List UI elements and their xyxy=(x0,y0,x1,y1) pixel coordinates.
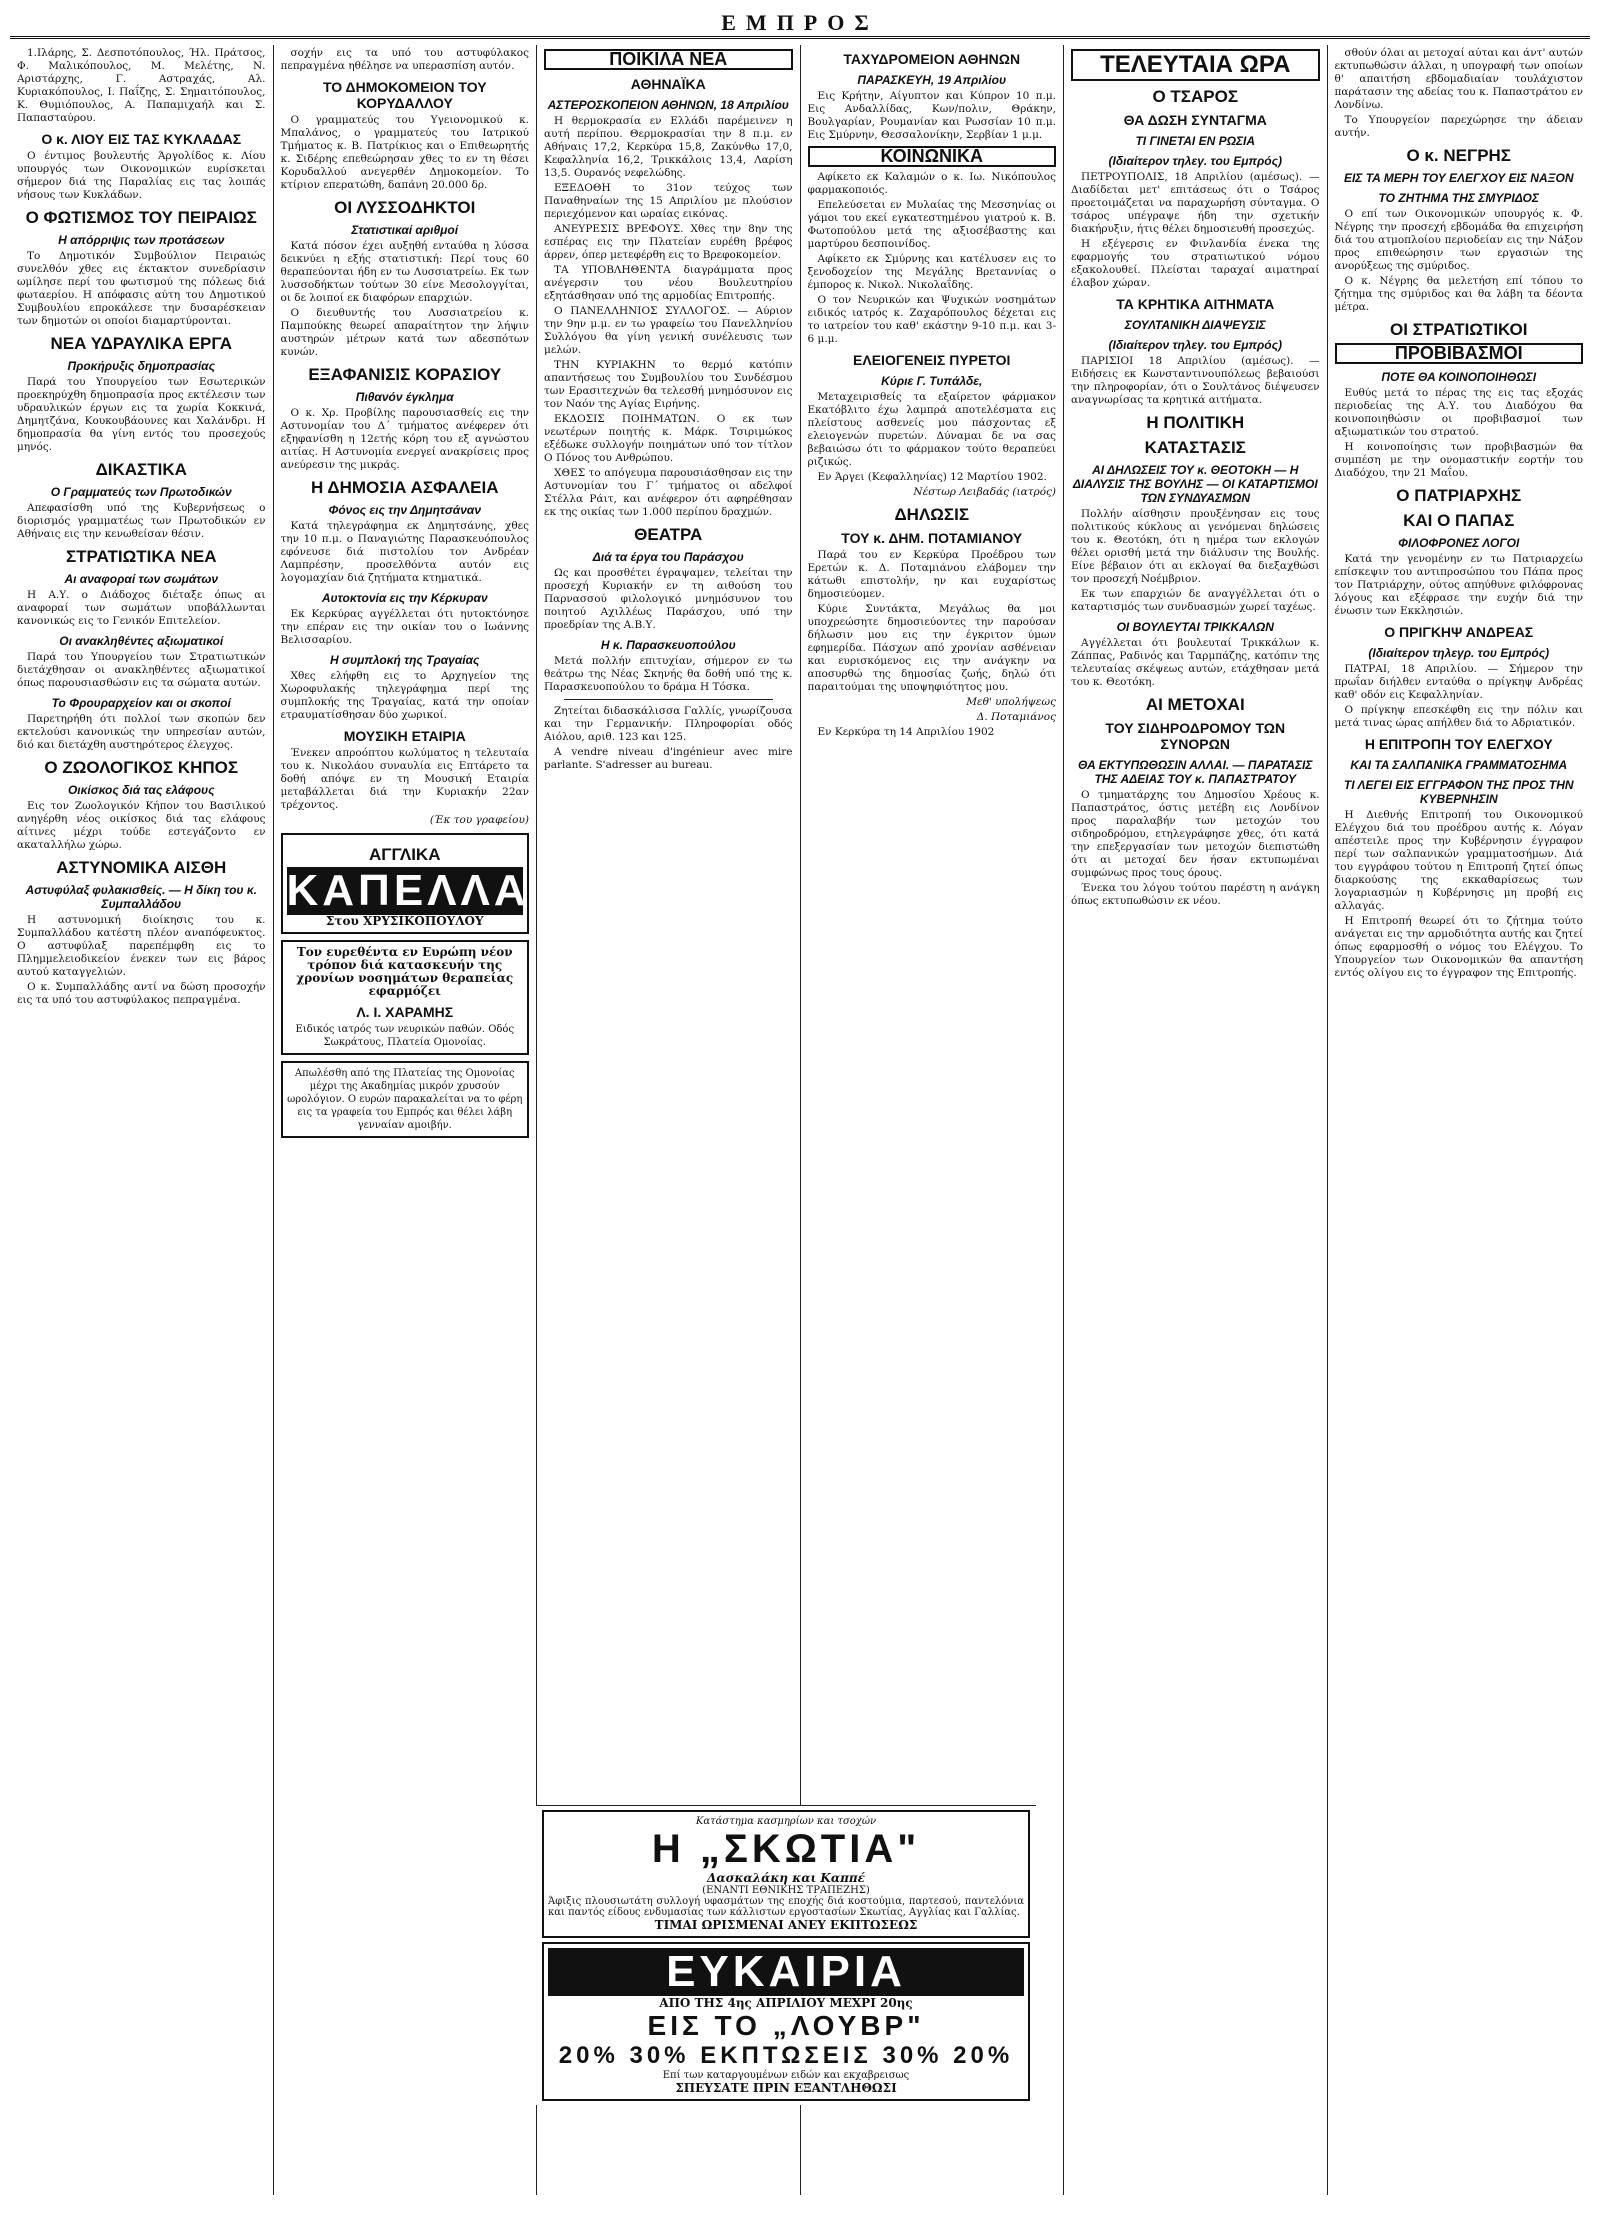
article-text: ΕΚΔΟΣΙΣ ΠΟΙΗΜΑΤΩΝ. Ο εκ των νεωτέρων ποιητής κ. Μάρκ. Τσιριμώκος εξέδωκε συλλογήν ποιημάτων υπό τον τίτλον Ο Πόνος του Ανθρώπου. xyxy=(544,413,793,464)
ad-note: Επί των καταργουμένων ειδών και εκχαβρεισως xyxy=(662,2070,910,2081)
article-text: Αγγέλλεται ότι βουλευταί Τρικκάλων κ. Ζάππας, Ραδινός και Ταρμπάζης, κατόπιν της τελευταίας σκέψεως αυτών, ετάχθησαν μετά του κ. Θεοτόκη. xyxy=(1071,637,1320,688)
headline: ΚΑΙ Ο ΠΑΠΑΣ xyxy=(1403,511,1515,530)
headline: ΑΣΤΥΝΟΜΙΚΑ ΑΙΣΘΗ xyxy=(56,858,227,877)
headline: ΕΞΑΦΑΝΙΣΙΣ ΚΟΡΑΣΙΟΥ xyxy=(308,365,502,384)
headline: Η ΠΟΛΙΤΙΚΗ xyxy=(1146,413,1245,432)
signature: Δ. Ποταμιάνος xyxy=(976,711,1056,723)
article-text: Ευθύς μετά το πέρας της εις τας εξοχάς περιοδείας της Α.Υ. του Διαδόχου θα κοινοποιηθώσιν οι προβιβασμοί των αξιωματικών του στρατού. xyxy=(1334,387,1583,438)
ad-text: Απωλέσθη από της Πλατείας της Ομονοίας μέχρι της Ακαδημίας μικρόν χρυσούν ωρολόγιον. Ο ευρών παρακαλείται να το φέρη εις τα γραφεία του Εμπρός και θέλει λάβη γενναίαν αμοιβήν. xyxy=(287,1068,523,1131)
article-text: Ένεκα του λόγου τούτου παρέστη η ανάγκη όπως εκτυπωθώσιν εκ νέου. xyxy=(1071,882,1320,907)
headline: ΤΑ ΚΡΗΤΙΚΑ ΑΙΤΗΜΑΤΑ xyxy=(1116,296,1275,312)
article-text: Κατά την γενομένην εν τω Πατριαρχείω επίσκεψιν του αντιπροσώπου του Πάπα προς τον Πατριάρχην, ούτος απηύθυνε φιλόφρονας λόγους και εξέφρασε την ευχήν διά την ένωσιν των Εκκλησιών. xyxy=(1334,553,1583,617)
subheadline: Προκήρυξις δημοπρασίας xyxy=(67,359,216,373)
article-text: Αφίκετο εκ Σμύρνης και κατέλυσεν εις το ξενοδοχείον της Μεγάλης Βρεταννίας ο έμπορος κ. Νικολ. Νικολαΐδης. xyxy=(807,253,1056,291)
subheadline: Φόνος εις την Δημητσάναν xyxy=(328,503,482,517)
article-text: ΠΕΤΡΟΥΠΟΛΙΣ, 18 Απριλίου (αμέσως). — Διαδίδεται μετ' επιτάσεως ότι ο Τσάρος προετοιμάζεται να παραχωρήση σύνταγμα. Ο τσάρος υπέγραψε ήδη την σχετικήν διακήρυξιν, ήτις θέλει δημοσιευθή προσεχώς. xyxy=(1071,171,1320,235)
headline: ΘΕΑΤΡΑ xyxy=(634,525,703,544)
section-title: ΠΟΙΚΙΛΑ ΝΕΑ xyxy=(544,49,793,70)
subheadline: ΘΑ ΕΚΤΥΠΩΘΩΣΙΝ ΑΛΛΑΙ. — ΠΑΡΑΤΑΣΙΣ ΤΗΣ ΑΔΕΙΑΣ ΤΟΥ κ. ΠΑΠΑΣΤΡΑΤΟΥ xyxy=(1078,758,1313,786)
article-text: Το Δημοτικόν Συμβούλιον Πειραιώς συνελθόν χθες εις έκτακτον συνεδρίασιν ωμίλησε περί του φωτισμού της πόλεως διά φωταερίου. Η απόφασις αύτη του Δημοτικού Συμβουλίου επροκάλεσε την δυσαρέσκειαν των δημοτών οι οποίοι διαμαρτύρονται. xyxy=(17,250,266,327)
subheadline: ΤΟ ΖΗΤΗΜΑ ΤΗΣ ΣΜΥΡΙΔΟΣ xyxy=(1378,191,1539,205)
subheadline: Ο Γραμματεύς των Πρωτοδικών xyxy=(50,485,232,499)
article-text: σθούν όλαι αι μετοχαί αύται και άντ' αυτών εκτυπωθώσιν άλλαι, η υπογραφή των οποίων θ' απαιτήση εβδομαδιαίαν τουλάχιστον παράτασιν της αδείας του κ. Παπαστράτου εν Λονδίνω. xyxy=(1334,47,1583,111)
ad-location: (ΕΝΑΝΤΙ ΕΘΝΙΚΗΣ ΤΡΑΠΕΖΗΣ) xyxy=(702,1885,870,1896)
article-source: (Έκ του γραφείου) xyxy=(429,814,529,826)
headline: ΘΑ ΔΩΣΗ ΣΥΝΤΑΓΜΑ xyxy=(1123,112,1267,128)
column-6 xyxy=(1328,45,1591,2195)
ad-desc: Ειδικός ιατρός των νευρικών παθών. Οδός Σωκράτους, Πλατεία Ομονοίας. xyxy=(295,1024,515,1048)
article-text: Εις Κρήτην, Αίγυπτον και Κύπρον 10 π.μ. Εις Ανδαλλίδας, Κων/πολιν, Θράκην, Βουλγαρίαν, Ρουμανίαν και Ρωσσίαν 10 π.μ. Εις Σμύρνην, Θεσσαλονίκην, Σερβίαν 1 μ.μ. xyxy=(807,90,1056,141)
headline: ΜΟΥΣΙΚΗ ΕΤΑΙΡΙΑ xyxy=(343,728,466,744)
headline: ΤΑΧΥΔΡΟΜΕΙΟΝ ΑΘΗΝΩΝ xyxy=(843,51,1021,67)
article-text: ΤΗΝ ΚΥΡΙΑΚΗΝ το θερμό κατόπιν απαντήσεως του Συμβουλίου του Συνδέσμου των Ερασιτεχνών θα τελεσθή μνημόσυνον εις τον Ναόν της Αγίας Ειρήνης. xyxy=(544,359,793,410)
article-text: ΧΘΕΣ το απόγευμα παρουσιάσθησαν εις την Αστυνομίαν του Γ΄ τμήματος οι αδελφοί Στέλλα Ράιτ, και ανέφερον ότι αφηρέθησαν εκ της οικίας των 1.000 περίπου δραχμών. xyxy=(544,467,793,518)
subheadline: Διά τα έργα του Παράσχου xyxy=(592,550,744,564)
article-text: Ένεκεν απροόπτου κωλύματος η τελευταία του κ. Νικολάου συναυλία εις Επτάρετο τα δοθή απόψε εν τη Μουσική Εταιρία μεταβάλλεται διά την Κυριακήν 22αν τρέχοντος. xyxy=(280,747,529,811)
wide-ads xyxy=(536,1805,1036,2105)
subheadline: Η κ. Παρασκευοπούλου xyxy=(600,638,736,652)
ad-hurry: ΣΠΕΥΣΑΤΕ ΠΡΙΝ ΕΞΑΝΤΛΗΘΩΣΙ xyxy=(675,2081,897,2095)
subheadline: ΤΙ ΓΙΝΕΤΑΙ ΕΝ ΡΩΣΙΑ xyxy=(1135,134,1256,148)
headline: Ο κ. ΛΙΟΥ ΕΙΣ ΤΑΣ ΚΥΚΛΑΔΑΣ xyxy=(41,131,242,147)
article-text: Παρά του εν Κερκύρα Προέδρου των Ερετών κ. Δ. Ποταμιάνου ελάβομεν την κάτωθι επιστολήν, ην και ευχαρίστως δημοσιεύομεν. xyxy=(807,549,1056,600)
article-text: Ως και προσθέτει έγραψαμεν, τελείται την προσεχή Κυριακήν εν τη αιθούση του Παρνασσού φιλολογικό μνημόσυνον του ποιητού Αχιλλέως Παράσχου, υπό την προεδρίαν της Α.Β.Υ. xyxy=(544,567,793,631)
headline: ΤΟΥ ΣΙΔΗΡΟΔΡΟΜΟΥ ΤΩΝ ΣΥΝΟΡΩΝ xyxy=(1105,720,1286,752)
article-text: ΠΑΡΙΣΙΟΙ 18 Απριλίου (αμέσως). — Ειδήσεις εκ Κωνσταντινουπόλεως βεβαιούσι την πληροφορίαν, ότι ο Σουλτάνος διέψευσεν αναγνωρίσας τα κρητικά αιτήματα. xyxy=(1071,355,1320,406)
ad-prices: ΤΙΜΑΙ ΩΡΙΣΜΕΝΑΙ ΑΝΕΥ ΕΚΠΤΩΣΕΩΣ xyxy=(654,1918,918,1932)
article-text: Το Υπουργείον παρεχώρησε την άδειαν αυτήν. xyxy=(1334,114,1583,139)
louvre-ad xyxy=(542,1942,1030,2101)
headline: Η ΕΠΙΤΡΟΠΗ ΤΟΥ ΕΛΕΓΧΟΥ xyxy=(1364,736,1553,752)
article-text: ΠΑΤΡΑΙ, 18 Απριλίου. — Σήμερον την πρωΐαν διήλθεν ενταύθα ο πρίγκηψ Ανδρέας καθ' οδόν εις Κεφαλληνίαν. xyxy=(1334,663,1583,701)
ad-main-title: ΚΑΠΕΛΛΑ xyxy=(286,866,530,915)
headline: ΔΗΛΩΣΙΣ xyxy=(894,505,970,524)
article-text: Εν Κερκύρα τη 14 Απριλίου 1902 xyxy=(817,726,995,738)
article-text: Ο κ. Νέγρης θα μελετήση επί τόπου το ζήτημα της σμύριδος και θα λάβη τα δέοντα μέτρα. xyxy=(1334,275,1583,313)
article-text: Ο τμηματάρχης του Δημοσίου Χρέους κ. Παπαστράτος, όστις μετέβη εις Λονδίνον προς παραλαβήν των μετοχών του σιδηροδρόμου, ετηλεγράφησε χθες, ότι κατά την επεξεργασίαν των μετοχών διεπιστώθη ότι αι μετοχαί δεν ήσαν εκτυπωμέναι συμφώνως προς τους όρους. xyxy=(1071,789,1320,879)
article-text: Κύριε Συντάκτα, Μεγάλως θα μοι υποχρεώσητε δημοσιεύοντες την παρούσαν δήλωσιν μου εις την έγκριτον ύμων εφημερίδα. Πάσχων από χρονίαν ασθένειαν και ευρισκόμενος εις την ανάγκην να αποσυρθώ της δημοσίας ζωής, δηλώ ότι παραιτούμαι της υποψηφιότητος μου. xyxy=(807,603,1056,693)
subheadline: (Ιδιαίτερον τηλεγρ. του Εμπρός) xyxy=(1368,646,1550,660)
article-text: Επελεύσεται εν Μυλαίας της Μεσσηνίας οι γάμοι του εκεί εγκατεστημένου γιατρού κ. Β. Φωτοπούλου μετά της αξιοσέβαστης και μαρτύρου δεσποινίδος. xyxy=(807,199,1056,250)
section-title: ΤΕΛΕΥΤΑΙΑ ΩΡΑ xyxy=(1071,49,1320,81)
article-text: Ο γραμματεύς του Υγειονομικού κ. Μπαλάνος, ο γραμματεύς του Ιατρικού Τμήματος κ. Β. Πατρίκιος και ο Επιθεωρητής κ. Σιδέρης επεθεώρησαν χθες το εν τη θέσει Κορυδαλλού ανεγερθέν Δημοκομείον. Το κτίριον επερατώθη, δαπάνη 20.000 δρ. xyxy=(280,114,529,191)
article-text: Ο έντιμος βουλευτής Άργολίδος κ. Λίου υπουργός των Οικονομικών ευρίσκεται σήμερον διά της Παραλίας εις τας λοιπάς νήσους των Κυκλάδων. xyxy=(17,150,266,201)
subheadline: ΑΣΤΕΡΟΣΚΟΠΕΙΟΝ ΑΘΗΝΩΝ, 18 Απριλίου xyxy=(547,98,789,112)
article-text: Ο διευθυντής του Λυσσιατρείου κ. Παμπούκης θεωρεί απαραίτητον την λήψιν αυστηρών μέτρων κατά των αδεσπότων κυνών. xyxy=(280,307,529,358)
subheadline: ΠΟΤΕ ΘΑ ΚΟΙΝΟΠΟΙΗΘΩΣΙ xyxy=(1381,370,1537,384)
ad-owners: Δασκαλάκη και Καππέ xyxy=(707,1871,865,1885)
article-text: Η Α.Υ. ο Διάδοχος διέταξε όπως αι αναφοραί των σωμάτων υποβάλλωνται κανονικώς εις το Γενικόν Επιτελείον. xyxy=(17,589,266,627)
headline: ΑΙ ΜΕΤΟΧΑΙ xyxy=(1145,695,1245,714)
article-text: σοχήν εις τα υπό του αστυφύλακος πεπραγμένα ηθέλησε να υπερασπίση αυτόν. xyxy=(280,47,529,72)
ad-store: ΕΙΣ ΤΟ „ΛΟΥΒΡ" xyxy=(647,2010,925,2041)
ad-dates: ΑΠΟ ΤΗΣ 4ης ΑΠΡΙΛΙΟΥ ΜΕΧΡΙ 20ης xyxy=(659,1996,913,2010)
article-text: Η Επιτροπή θεωρεί ότι το ζήτημα τούτο ανάγεται εις την αρμοδιότητα αυτής και ζητεί όπως εφαρμοσθή ο νόμος του Ελέγχου. Το Υπουργείον των Οικονομικών θα απαντήση εντός ολίγου εις το έγγραφον της Επιτροπής. xyxy=(1334,915,1583,979)
subheadline: (Ιδιαίτερον τηλεγ. του Εμπρός) xyxy=(1108,154,1282,168)
subheadline: Η συμπλοκή της Τραγαίας xyxy=(330,653,480,667)
article-text: 1.Ιλάρης, Σ. Δεσποτόπουλος, Ήλ. Πράτσος, Φ. Μαλικόπουλος, Μ. Μελέτης, Ν. Αριστάρχης, Γ. Αστραχάς, Αλ. Κυριακόπουλος, Ι. Παΐζης, Σ. Σημαιτόπουλος, Κ. Θυμιόπουλος, Α. Παπαμιχαήλ και Σ. Παπασταύρου. xyxy=(17,47,266,124)
ad-discount: 20% 30% ΕΚΠΤΩΣΕΙΣ 30% 20% xyxy=(558,2042,1014,2069)
doctor-ad xyxy=(281,940,530,1055)
subheadline: Πιθανόν έγκλημα xyxy=(355,390,454,404)
headline: ΝΕΑ ΥΔΡΑΥΛΙΚΑ ΕΡΓΑ xyxy=(50,334,233,353)
subheadline: Στατιστικαί αριθμοί xyxy=(351,223,459,237)
article-text: ΑΝΕΥΡΕΣΙΣ ΒΡΕΦΟΥΣ. Χθες την 8ην της εσπέρας εις την Πλατείαν ευρέθη βρέφος άρρεν, όπερ μετεφέρθη εις το Βρεφοκομείον. xyxy=(544,223,793,261)
article-text: Η κοινοποίησις των προβιβασμών θα συμπέση με την ονομαστικήν εορτήν του Διαδόχου, την 21 Μαΐου. xyxy=(1334,441,1583,479)
subheadline: Αυτοκτονία εις την Κέρκυραν xyxy=(321,591,488,605)
section-title: ΚΟΙΝΩΝΙΚΑ xyxy=(808,146,1057,167)
article-text: Χθες ελήφθη εις το Αρχηγείον της Χωροφυλακής τηλεγράφημα περί της συμπλοκής της Τραγαίας, κατά την οποίαν ετραυματίσθησαν δύο χωρικοί. xyxy=(280,670,529,721)
headline: Ο κ. ΝΕΓΡΗΣ xyxy=(1406,146,1512,165)
article-text: Μετά πολλήν επιτυχίαν, σήμερον εν τω θεάτρω της Νέας Σκηνής θα δοθή υπό της κ. Παρασκευοπούλου το δράμα Η Τόσκα. xyxy=(544,655,793,693)
article-text: Πολλήν αίσθησιν προυξένησαν εις τους πολιτικούς κύκλους αι γενόμεναι δηλώσεις του κ. Θεοτόκη, ότι η ημέρα των εκλογών θέλει ορισθή μετά την διάλυσιν της Βουλής. Είνε βέβαιον ότι αι εκλογαί θα διεξαχθώσι τον προσεχή Νοέμβριον. xyxy=(1071,508,1320,585)
headline: Η ΔΗΜΟΣΙΑ ΑΣΦΑΛΕΙΑ xyxy=(311,478,499,497)
signature: Νέστωρ Λειβαδάς (ιατρός) xyxy=(913,486,1056,498)
article-text: Μεταχειρισθείς τα εξαίρετον φάρμακον Εκατόβλιτο έχω λαμπρά αποτελέσματα εις πλείστους ασθενείς μου πάσχοντας εξ ελειογενών πυρετών. Δύναμαι δε να σας βεβαιώσω ότι το φάρμακον τούτο θεραπεύει ριζικώς. xyxy=(807,391,1056,468)
headline: ΚΑΤΑΣΤΑΣΙΣ xyxy=(1144,438,1246,457)
subheadline: Οικίσκος διά τας ελάφους xyxy=(67,783,215,797)
subheadline: ΕΙΣ ΤΑ ΜΕΡΗ ΤΟΥ ΕΛΕΓΧΟΥ ΕΙΣ ΝΑΞΟΝ xyxy=(1343,171,1574,185)
article-text: Ο ΠΑΝΕΛΛΗΝΙΟΣ ΣΥΛΛΟΓΟΣ. — Αύριον την 9ην μ.μ. εν τω γραφείω του Πανελληνίου Συλλόγου θα γίνη γενική συνέλευσις των μελών. xyxy=(544,305,793,356)
headline: Ο ΠΡΙΓΚΗΨ ΑΝΔΡΕΑΣ xyxy=(1384,624,1534,640)
article-text: Παρά του Υπουργείου των Εσωτερικών προεκηρύχθη δημοπρασία προς εκτέλεσιν των υδραυλικών έργων εις τα χωρία Κοκκινά, Δημητζάνα, Κουκουβάουνες και Χαλάνδρι. Η δημοπρασία θα γίνη εντός του προσεχούς μηνός. xyxy=(17,376,266,453)
article-text: Εν Άργει (Κεφαλληνίας) 12 Μαρτίου 1902. xyxy=(817,471,1047,483)
skotia-ad xyxy=(542,1810,1030,1938)
subheadline: ΑΘΗΝΑΪΚΑ xyxy=(630,76,706,92)
ad-name: Λ. Ι. ΧΑΡΑΜΗΣ xyxy=(356,1004,454,1020)
headline: ΟΙ ΛΥΣΣΟΔΗΚΤΟΙ xyxy=(334,198,476,217)
subheadline: ΟΙ ΒΟΥΛΕΥΤΑΙ ΤΡΙΚΚΑΛΩΝ xyxy=(1116,620,1274,634)
headline: Ο ΦΩΤΙΣΜΟΣ ΤΟΥ ΠΕΙΡΑΙΩΣ xyxy=(25,208,257,227)
subheadline: ΚΑΙ ΤΑ ΣΑΛΠΑΝΙΚΑ ΓΡΑΜΜΑΤΟΣΗΜΑ xyxy=(1350,758,1568,772)
divider xyxy=(564,699,773,700)
article-text: ΕΞΕΔΟΘΗ το 31ον τεύχος των Παναθηναίων της 15 Απριλίου με πλούσιον περιεχόμενον και ωραίας εικόνας. xyxy=(544,182,793,220)
article-text: Ο κ. Χρ. Προβίλης παρουσιασθείς εις την Αστυνομίαν του Δ΄ τμήματος ανέφερεν ότι εξηφανίσθη η 12ετής κόρη του εξ αγνώστου αιτίας. Η Αστυνομία ενεργεί ανακρίσεις προς ανεύρεσιν της μικράς. xyxy=(280,407,529,471)
ad-body: Άφιξις πλουσιωτάτη συλλογή υφασμάτων της εποχής διά κοστούμια, παρτεσού, παντελόνια και παντός είδους ενδυμασίας των κάλλιστων εργοστασίων Σκωτίας, Αγγλίας και Γαλλίας. xyxy=(548,1896,1024,1918)
article-text: Ο επί των Οικονομικών υπουργός κ. Φ. Νέγρης την προσεχή εβδομάδα θα επιχειρήση διά του ατμοπλοίου περιοδείαν εις την Νάξον προς επιθεώρησιν των εργασιών της ανορύξεως της σμύριδος. xyxy=(1334,208,1583,272)
headline: Ο ΖΩΟΛΟΓΙΚΟΣ ΚΗΠΟΣ xyxy=(44,758,239,777)
article-text: Κατά πόσον έχει αυξηθή ενταύθα η λύσσα δεικνύει η εξής στατιστική: Περί τους 60 θεραπεύονται ήδη εν τω Λυσσιατρείω. Εκ των λυσσοδήκτων τούτων 30 είνε Μεσολογγίται, οι δε λοιποί εκ διαφόρων επαρχιών. xyxy=(280,240,529,304)
article-text: Κατά τηλεγράφημα εκ Δημητσάνης, χθες την 10 π.μ. ο Παναγιώτης Παρασκευόπουλος εφόνευσε διά πιστολίου τον Ανδρέαν Λαμπρέσην, προσελθόντα αυτόν εις λογομαχίαν διά ζητήματα κτηματικά. xyxy=(280,520,529,584)
article-text: Η εξέγερσις εν Φινλανδία ένεκα της εφαρμογής του στρατιωτικού νόμου εξακολουθεί. Πλείσται ταραχαί αιματηραί έλαβον χώραν. xyxy=(1071,238,1320,289)
subheadline: ΣΟΥΛΤΑΝΙΚΗ ΔΙΑΨΕΥΣΙΣ xyxy=(1124,318,1266,332)
subheadline: Κύριε Γ. Τυπάλδε, xyxy=(881,374,983,388)
headline: ΔΙΚΑΣΤΙΚΑ xyxy=(95,460,187,479)
column-2 xyxy=(274,45,538,2195)
article-text: ΤΑ ΥΠΟΒΛΗΘΕΝΤΑ διαγράμματα προς ανέγερσιν του νέου Βουλευτηρίου εξητάσθησαν υπό της αρμοδίας Επιτροπής. xyxy=(544,264,793,302)
subheadline: ΤΟΥ κ. ΔΗΜ. ΠΟΤΑΜΙΑΝΟΥ xyxy=(841,530,1023,546)
lost-item-ad xyxy=(281,1061,530,1138)
classified-ad: A vendre niveau d'ingénieur avec mire parlante. S'adresser au bureau. xyxy=(544,746,793,771)
ad-top-line: ΑΓΓΛΙΚΑ xyxy=(369,845,441,864)
ad-title: ΕΥΚΑΙΡΙΑ xyxy=(548,1948,1024,1996)
masthead: ΕΜΠΡΟΣ xyxy=(10,10,1590,39)
column-5 xyxy=(1064,45,1328,2195)
classified-ad: Ζητείται διδασκάλισσα Γαλλίς, γνωρίζουσα και την Γερμανικήν. Πληροφορίαι οδός Αιόλου, αριθ. 123 και 125. xyxy=(544,705,793,743)
article-text: Η θερμοκρασία εν Ελλάδι παρέμεινεν η αυτή περίπου. Θερμοκρασίαι την 8 π.μ. εν Αθήναις 17,2, Κερκύρα 15,8, Ζακύνθω 17,0, Κεφαλληνία 16,2, Τρικκάλοις 13,4, Λαρίση 13,5. Ουρανός νεφελώδης. xyxy=(544,115,793,179)
ad-title: Η „ΣΚΩΤΙΑ" xyxy=(651,1827,921,1871)
headline: ΣΤΡΑΤΙΩΤΙΚΑ ΝΕΑ xyxy=(65,547,217,566)
article-text: Η Διεθνής Επιτροπή του Οικονομικού Ελέγχου διά του προέδρου αυτής κ. Λόγαν απέστειλε προς την Κυβέρνησιν έγγραφον περί των σαλπανικών γραμματοσήμων. Διά του εγγράφου τούτου η Επιτροπή ζητεί όπως διαρκούσης της εκκαθαρίσεως των λογαριασμών η Κυβέρνησις μη προβή εις αλλαγάς. xyxy=(1334,809,1583,912)
headline: ΤΟ ΔΗΜΟΚΟΜΕΙΟΝ ΤΟΥ ΚΟΡΥΔΑΛΛΟΥ xyxy=(322,79,487,111)
subheadline: (Ιδιαίτερον τηλεγ. του Εμπρός) xyxy=(1108,338,1282,352)
article-text: Αφίκετο εκ Καλαμών ο κ. Ιω. Νικόπουλος φαρμακοποιός. xyxy=(807,171,1056,196)
article-text: Ο πρίγκηψ επεσκέφθη εις την πόλιν και μετά τινας ώρας απήλθεν διά το Αδριατικόν. xyxy=(1334,704,1583,729)
subheadline: Το Φρουραρχείον και οι σκοποί xyxy=(51,696,231,710)
article-text: Παρά του Υπουργείου των Στρατιωτικών διετάχθησαν οι ανακληθέντες αξιωματικοί όπως παρουσιασθώσιν εις τα σώματα αυτών. xyxy=(17,651,266,689)
article-text: Εκ Κερκύρας αγγέλλεται ότι ηυτοκτόνησε την επέραν εις την οικίαν του ο Ιωάννης Βελισσαρίου. xyxy=(280,608,529,646)
article-text: Παρετηρήθη ότι πολλοί των σκοπών δεν εκτελούσι κανονικώς την υπηρεσίαν αυτών, διό και διετάχθη αυστηρότερος έλεγχος. xyxy=(17,713,266,751)
ad-bottom-line: Στου ΧΡΥΣΙΚΟΠΟΥΛΟΥ xyxy=(325,914,484,928)
article-text: Εκ των επαρχιών δε αναγγέλλεται ότι ο καταρτισμός των συνδυασμών χωρεί ταχέως. xyxy=(1071,588,1320,613)
article-text: Ο τον Νευρικών και Ψυχικών νοσημάτων ειδικός ιατρός κ. Ζαχαρόπουλος δέχεται εις το ιατρείον του καθ' εκάστην 9-10 π.μ. και 3-6 μ.μ. xyxy=(807,294,1056,345)
ad-text: Τον ευρεθέντα εν Ευρώπη νέον τρόπον διά κατασκευήν της χρονίων νοσημάτων θεραπείας εφαρμόζει xyxy=(296,945,514,998)
article-text: Ο κ. Συμπαλλάδης αντί να δώση προσοχήν εις τα υπό του αστυφύλακος πεπραγμένα. xyxy=(17,981,266,1006)
headline: Ο ΠΑΤΡΙΑΡΧΗΣ xyxy=(1396,486,1522,505)
subheadline: Οι ανακληθέντες αξιωματικοί xyxy=(59,634,224,648)
signature: Μεθ' υπολήψεως xyxy=(966,696,1056,708)
article-text: Απεφασίσθη υπό της Κυβερνήσεως ο διορισμός γραμματέως των Πρωτοδικών εν Αθήναις εις την κενωθείσαν θέσιν. xyxy=(17,502,266,540)
headline: Ο ΤΣΑΡΟΣ xyxy=(1152,87,1239,106)
article-text: Η αστυνομική διοίκησις του κ. Συμπαλλάδου κατέστη πλέον αναπόφευκτος. Ο αστυφύλαξ παρεπέμφθη εις το Πλημμελειοδικείον ένεκεν των εις βάρος αυτού καταγγελιών. xyxy=(17,914,266,978)
subheadline: ΠΑΡΑΣΚΕΥΗ, 19 Απριλίου xyxy=(857,73,1007,87)
headline: ΕΛΕΙΟΓΕΝΕΙΣ ΠΥΡΕΤΟΙ xyxy=(853,352,1011,368)
section-title: ΠΡΟΒΙΒΑΣΜΟΙ xyxy=(1335,343,1584,364)
subheadline: ΑΙ ΔΗΛΩΣΕΙΣ ΤΟΥ κ. ΘΕΟΤΟΚΗ — Η ΔΙΑΛΥΣΙΣ ΤΗΣ ΒΟΥΛΗΣ — ΟΙ ΚΑΤΑΡΤΙΣΜΟΙ ΤΩΝ ΣΥΝΔΥΑΣΜΩΝ xyxy=(1072,463,1318,505)
article-text: Εις τον Ζωολογικόν Κήπον του Βασιλικού ανηγέρθη νέος οικίσκος διά τας ελάφους αίτινες μέχρι τούδε εστεγάζοντο εν ακαταλλήλω χώρω. xyxy=(17,800,266,851)
hat-ad xyxy=(281,833,530,934)
column-1 xyxy=(10,45,274,2195)
newspaper-page xyxy=(10,10,1590,2200)
subheadline: Η απόρριψις των προτάσεων xyxy=(58,233,225,247)
headline: ΟΙ ΣΤΡΑΤΙΩΤΙΚΟΙ xyxy=(1390,320,1528,339)
subheadline: ΦΙΛΟΦΡΟΝΕΣ ΛΟΓΟΙ xyxy=(1398,536,1520,550)
subheadline: ΤΙ ΛΕΓΕΙ ΕΙΣ ΕΓΓΡΑΦΟΝ ΤΗΣ ΠΡΟΣ ΤΗΝ ΚΥΒΕΡΝΗΣΙΝ xyxy=(1343,778,1574,806)
subheadline: Αι αναφοραί των σωμάτων xyxy=(64,572,219,586)
subheadline: Αστυφύλαξ φυλακισθείς. — Η δίκη του κ. Συμπαλλάδου xyxy=(25,883,257,911)
ad-line: Κατάστημα κασμηρίων και τσοχών xyxy=(695,1816,877,1827)
